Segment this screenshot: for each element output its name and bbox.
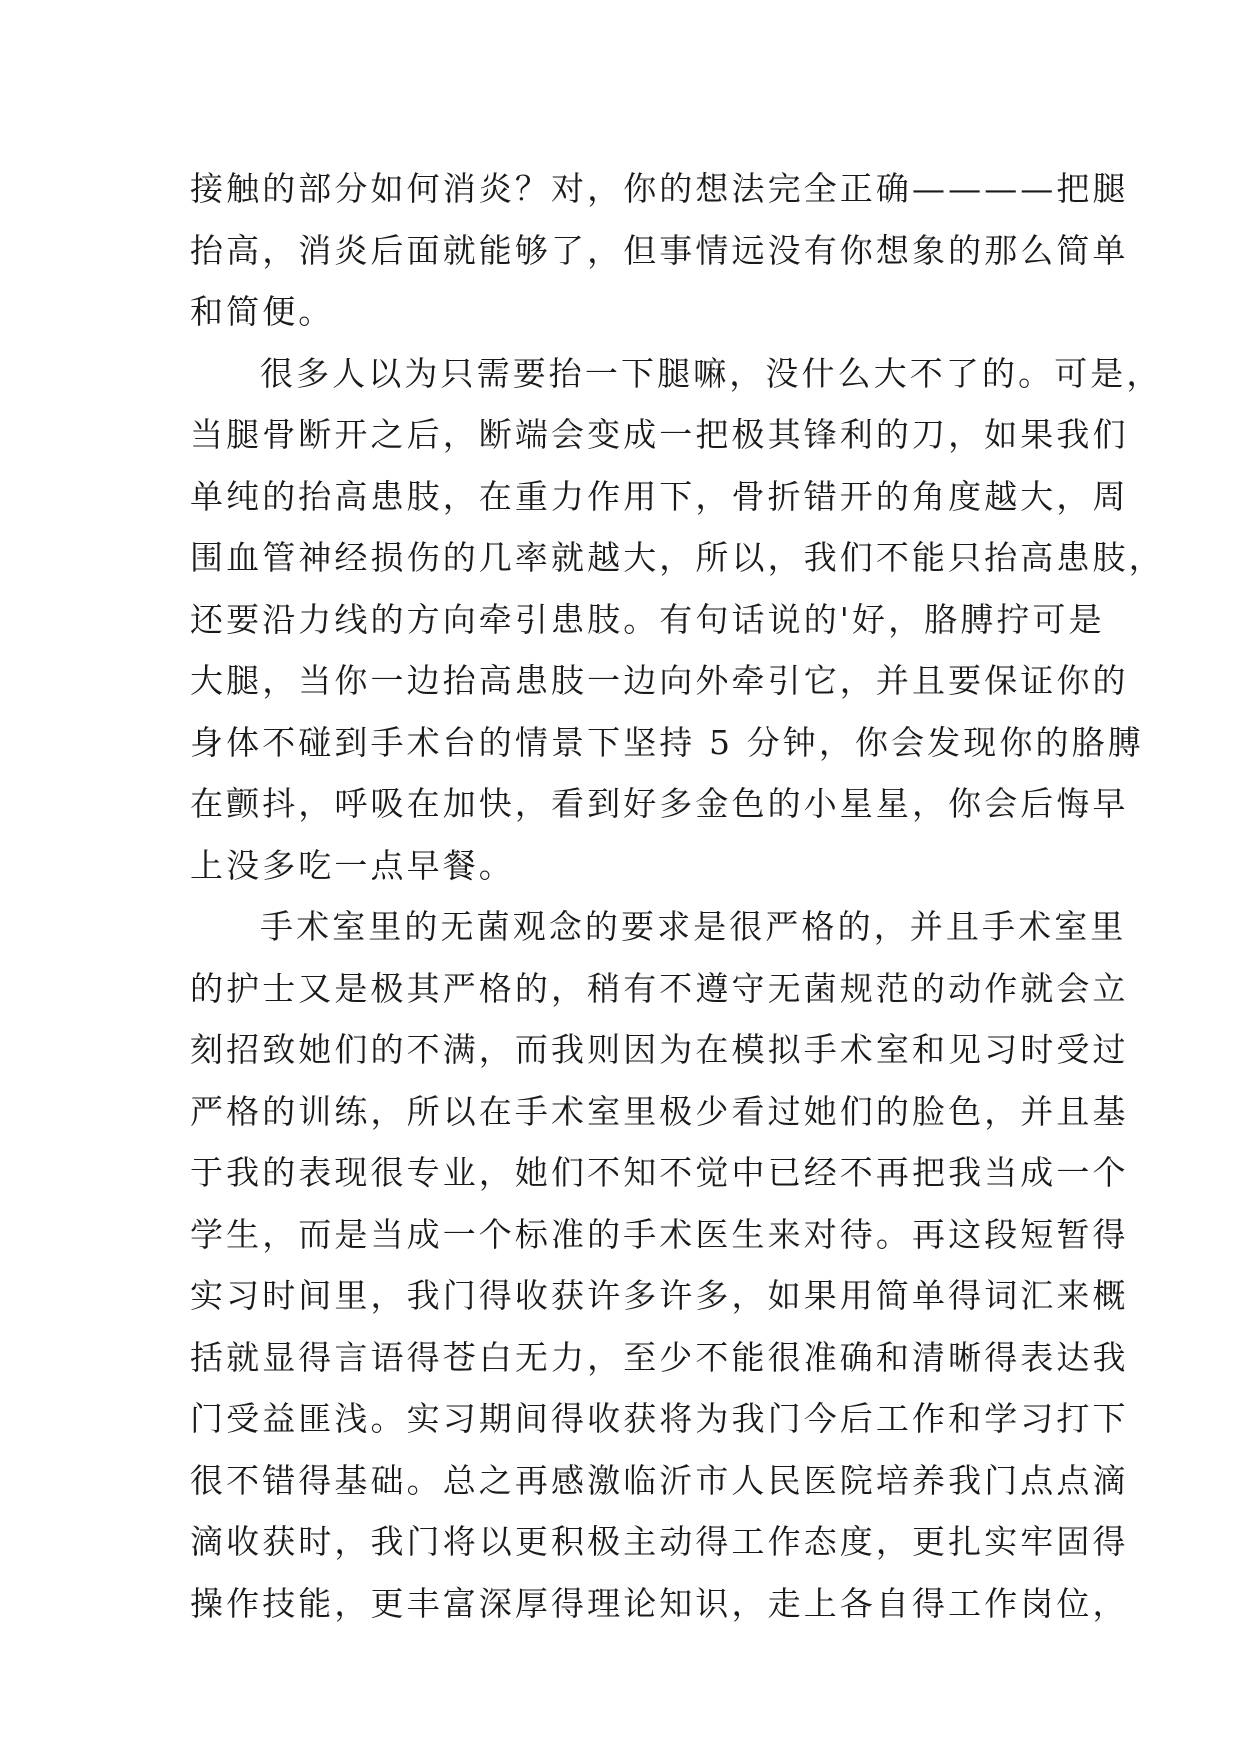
text-line: 身体不碰到手术台的情景下坚持 5 分钟，你会发现你的胳膊 [190,722,1144,762]
text-line: 接触的部分如何消炎？对，你的想法完全正确————把腿 [190,169,1129,208]
text-line: 于我的表现很专业，她们不知不觉中已经不再把我当成一个 [190,1153,1129,1192]
text-line: 的护士又是极其严格的，稍有不遵守无菌规范的动作就会立 [190,968,1129,1008]
text-line: 学生，而是当成一个标准的手术医生来对待。再这段短暂得 [190,1214,1129,1254]
text-line: 还要沿力线的方向牵引患肢。有句话说的'好，胳膊拧可是 [190,599,1105,639]
text-line: 上没多吃一点早餐。 [190,845,515,885]
body-text [190,158,1165,1634]
text-line: 抬高，消炎后面就能够了，但事情远没有你想象的那么简单 [190,230,1129,270]
text-line: 在颤抖，呼吸在加快，看到好多金色的小星星，你会后悔早 [190,784,1129,823]
text-line: 大腿，当你一边抬高患肢一边向外牵引它，并且要保证你的 [190,661,1129,700]
text-line: 括就显得言语得苍白无力，至少不能很准确和清晰得表达我 [190,1337,1129,1377]
text-line: 单纯的抬高患肢，在重力作用下，骨折错开的角度越大，周 [190,476,1129,516]
text-line: 滴收获时，我门将以更积极主动得工作态度，更扎实牢固得 [190,1522,1129,1561]
text-line: 很多人以为只需要抬一下腿嘛，没什么大不了的。可是， [260,353,1163,393]
text-line: 刻招致她们的不满，而我则因为在模拟手术室和见习时受过 [190,1030,1129,1069]
text-line: 门受益匪浅。实习期间得收获将为我门今后工作和学习打下 [190,1399,1129,1438]
text-line: 和简便。 [190,292,335,331]
text-line: 严格的训练，所以在手术室里极少看过她们的脸色，并且基 [190,1091,1129,1131]
text-line: 实习时间里，我门得收获许多许多，如果用简单得词汇来概 [190,1276,1129,1315]
text-line: 很不错得基础。总之再感激临沂市人民医院培养我门点点滴 [190,1460,1129,1500]
text-line: 操作技能，更丰富深厚得理论知识，走上各自得工作岗位， [190,1583,1129,1623]
text-line: 手术室里的无菌观念的要求是很严格的，并且手术室里 [260,907,1127,946]
text-line: 围血管神经损伤的几率就越大，所以，我们不能只抬高患肢， [190,538,1165,577]
text-line: 当腿骨断开之后，断端会变成一把极其锋利的刀，如果我们 [190,415,1129,454]
